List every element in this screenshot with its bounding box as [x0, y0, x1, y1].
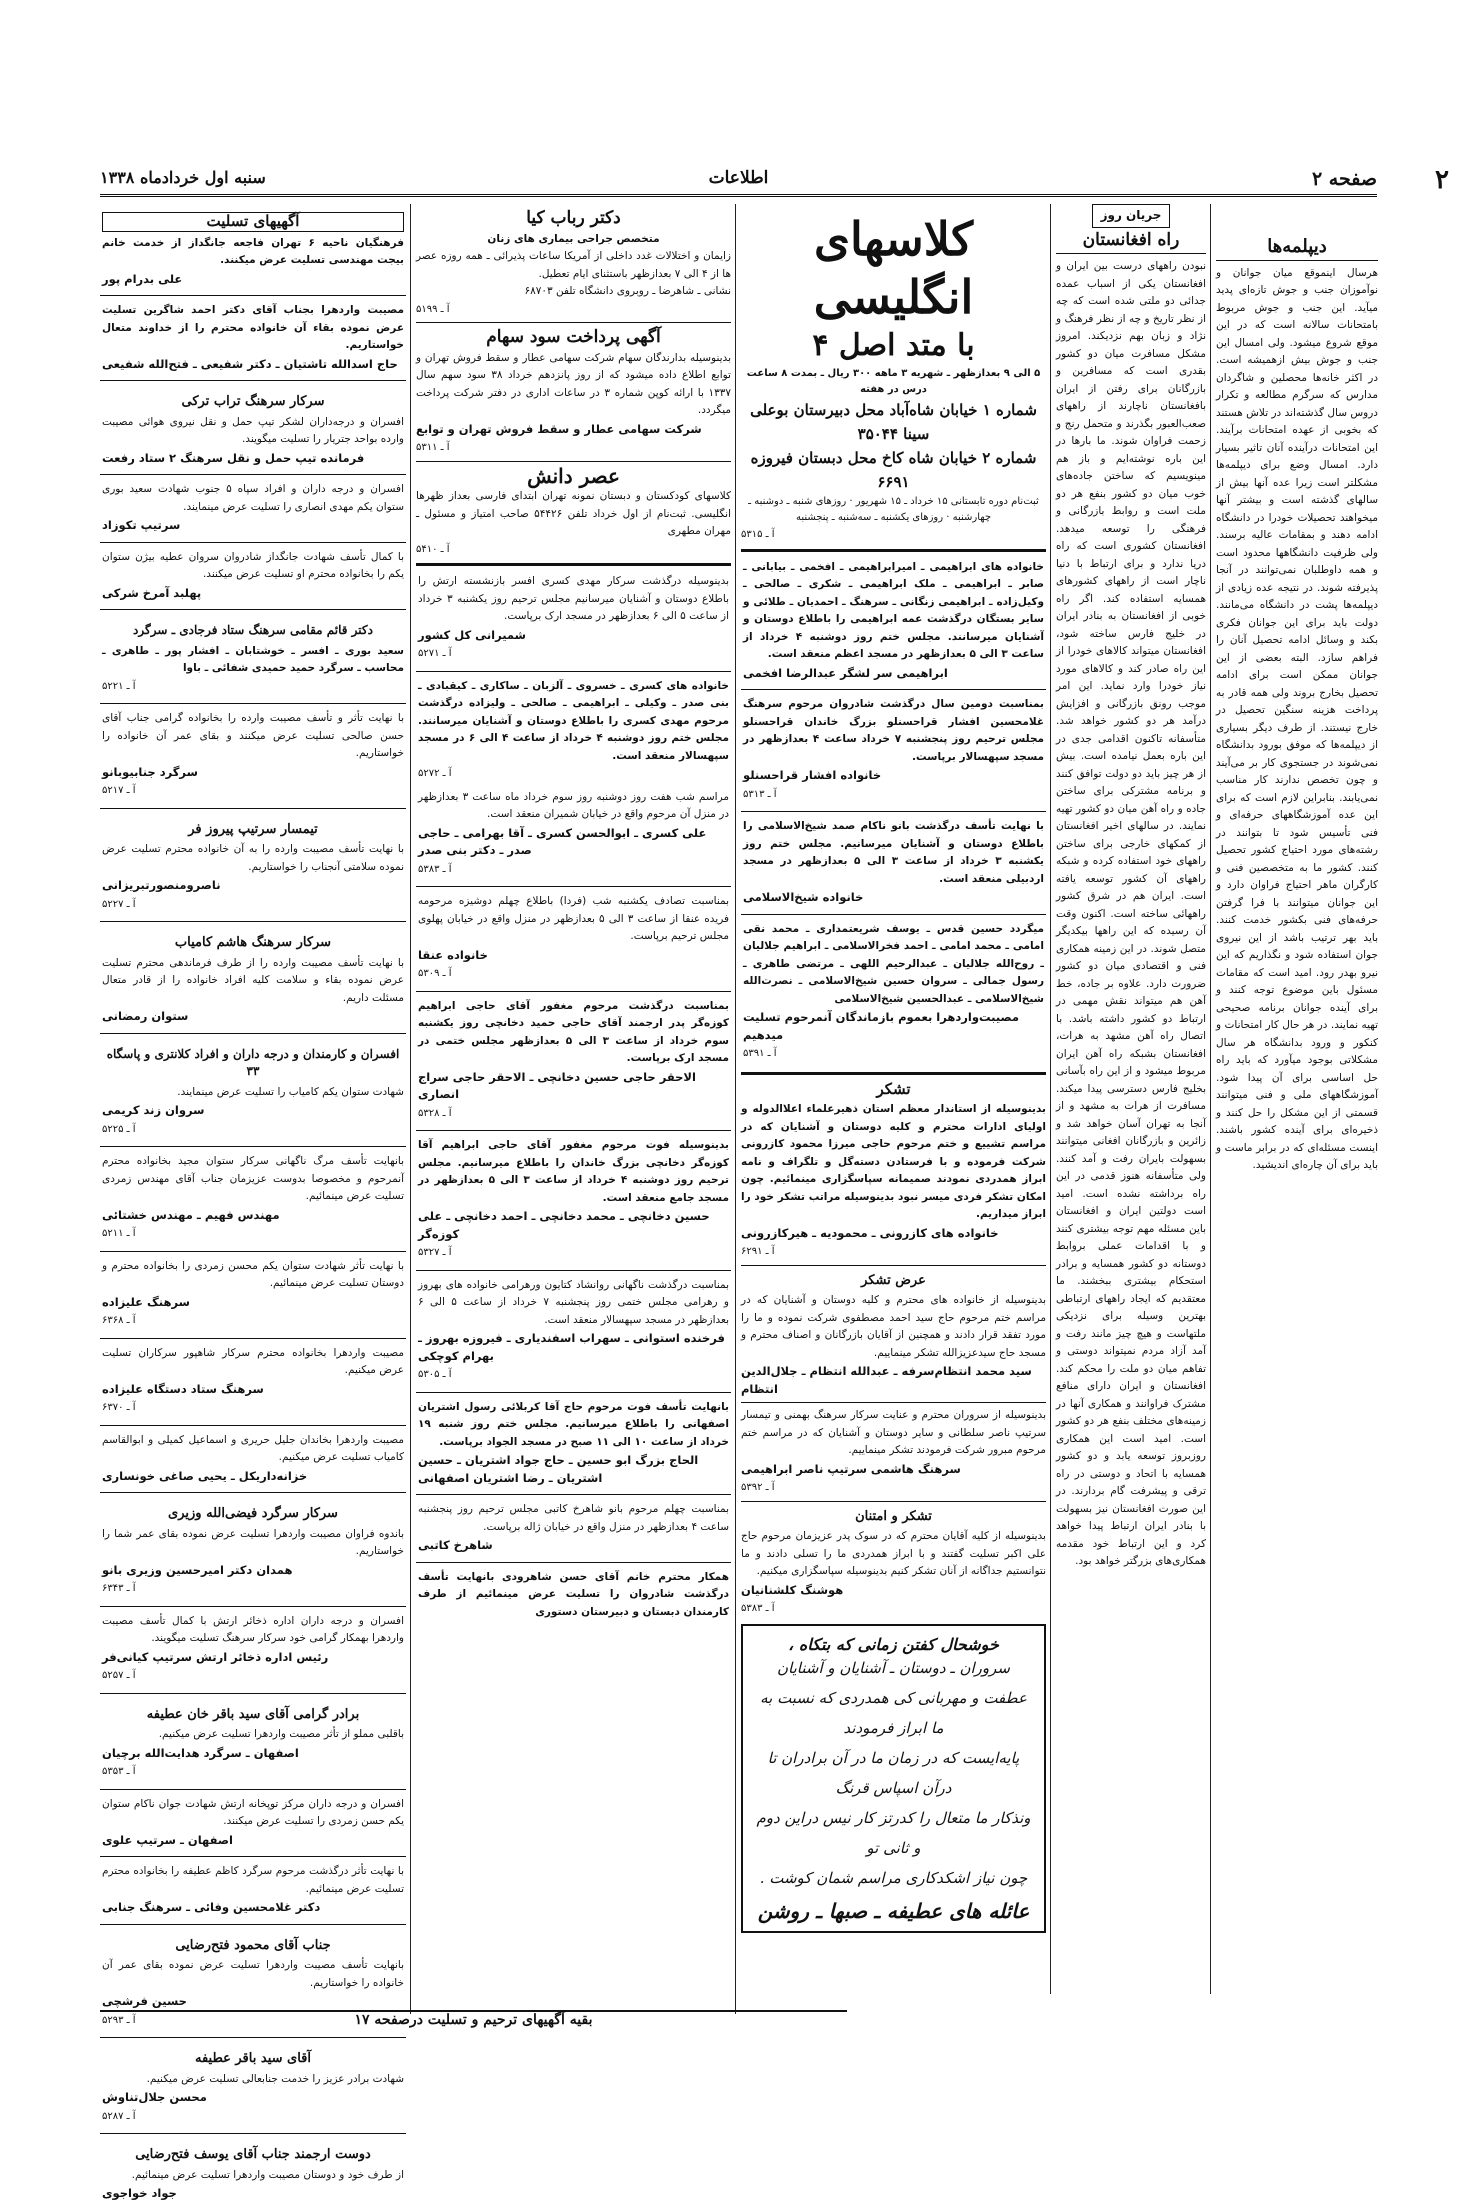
- notice-text: بمناسبت درگذشت مرحوم مغفور آقای حاجی ابراهیم کوزه‌گر پدر ارجمند آقای حاجی حمید دخانچی روز یکشنبه سوم خرداد از ساعت ۳ الی ۵ بعدازظهر مجلس ختمی در مسجد ارک برپاست.: [418, 999, 730, 1064]
- notice-text: افسران و درجه داران و افراد سپاه ۵ جنوب شهادت سعید بوری ستوان یکم مهدی انصاری را تسلیت عرض مینمایند.: [102, 483, 404, 513]
- notice-code: آ ـ ۵۲۲۵: [102, 1123, 136, 1135]
- divider: [416, 1130, 731, 1131]
- notice: [100, 1038, 406, 1143]
- divider: [416, 461, 731, 462]
- divider: [100, 1492, 406, 1493]
- card-line: عطفت و مهربانی کی همدردی که نسبت به ما ابراز فرمودند: [760, 1689, 1027, 1737]
- notice: [100, 1698, 406, 1785]
- notice-title: جناب آقای محمود فتح‌رضایی: [175, 1937, 331, 1953]
- header-rule: [100, 194, 1377, 197]
- notice-text: بمناسبت درگذشت ناگهانی روانشاد کتایون ورهرامی خانواده های بهروز و رهرامی مجلس ختمی روز پنجشنبه ۷ خرداد از ساعت ۵ الی ۶ بعدازظهر در مسجد سپهسالار منعقد است.: [418, 1278, 730, 1326]
- notice-code: آ ـ ۵۲۹۳: [102, 2014, 136, 2026]
- divider: [100, 2037, 406, 2038]
- card-line: سروران ـ دوستان ـ آشنایان و آشنایان: [777, 1659, 1010, 1677]
- editorial-text: هرسال اینموقع میان جوانان و نوآموزان جنب و جوش تازه‌ای پدید میآید. این جنب و جوش مربوط بامتحانات سالانه است که در این موقع شروع میشود. ولی امسال این جنب و جوش بیش ازهمیشه است. در اکثر خانه‌ها محصلین و شاگردان مدارس که سرگرم مطالعه و تکرار دروس سال گذشته‌اند در تلاش هستند که بخوبی از عهده امتحانات برآیند. این امتحانات درآینده آنان تاثیر بسیار دارد. امسال وضع برای دیپلمه‌ها مشکلتر است زیرا عده آنها بیش از سالهای گذشته است و بیشتر آنها میخواهند تحصیلات خودرا در دانشگاه ادامه دهند و بمقامات عالیه برسند. ولی ظرفیت دانشگاهها محدود است و همه داوطلبان نمی‌توانند در آنجا پذیرفته شوند. در نتیجه عده زیادی از دیپلمه‌ها پشت در دانشگاه می‌مانند. دولت باید برای این جوانان فکری بکند و وسائل ادامه تحصیل آنان را فراهم سازد. البته بعضی از این جوانان ممکن است برای ادامه تحصیل بخارج بروند ولی همه قادر به پرداخت هزینه سنگین تحصیل در خارج نیستند. از طرف دیگر بسیاری از دیپلمه‌ها که موفق بورود بدانشگاه نمی‌شوند در جستجوی کار بر می‌آیند و چون تخصص ندارند کار مناسب نمی‌یابند. بنابراین لازم است که برای این عده آموزشگاههای حرفه‌ای و فنی تأسیس شود تا بتوانند در رشته‌های مورد احتیاج کشور تحصیل کنند. کشور ما به متخصصین فنی و کارگران ماهر احتیاج فراوان دارد و این جوانان میتوانند با فرا گرفتن حرفه‌های فنی بکشور خدمت کنند. باید بهر ترتیب باشد از این نیروی جوان استفاده شود و نگذاریم که این نیرو بهدر رود. امید است که مقامات مسئول باین موضوع توجه کنند و برای آینده جوانان برنامه صحیحی تهیه نمایند. در هر حال کار امتحانات و کنکور و ورود بدانشگاه هر سال مشکلاتی بوجود میآورد که باید راه حل اساسی برای آن پیدا شود. آموزشگاههای ملی و فنی میتوانند قسمتی از این مشکل را حل کنند و ذخیره‌ای برای آینده کشور باشند. اینست مسئله‌ای که در برابر ماست و باید برای آن چاره‌ای اندیشید.: [1216, 266, 1378, 1171]
- thanks-signature: خانواده های کازرونی ـ محمودیه ـ هیرکازرونی: [741, 1225, 999, 1240]
- notice-text: با نهایت تأثر شهادت ستوان یکم محسن زمردی را بخانواده محترم و دوستان تسلیت عرض مینمائیم.: [102, 1259, 404, 1289]
- notice: [100, 708, 406, 804]
- dividend-code: آ ـ ۵۳۱۱: [416, 442, 450, 453]
- notice-code: آ ـ ۵۳۲۷: [418, 1247, 452, 1258]
- notice: [416, 891, 731, 987]
- notice-text: مصیبت واردهرا بخانواده محترم سرکار شاهپور سرکاران تسلیت عرض میکنیم.: [102, 1346, 404, 1376]
- thanks-code: آ ـ ۶۲۹۱: [741, 1246, 775, 1257]
- notice-text: مصیبت واردهرا بخاندان جلیل حریری و اسماعیل کمیلی و ابوالقاسم کامیاب تسلیت عرض میکنیم.: [102, 1433, 404, 1463]
- notice-title: سرکار سرهنگ تراب ترکی: [181, 394, 325, 409]
- notice: [100, 1256, 406, 1334]
- notice-signature: الاحقر حاجی حسین دخانچی ـ الاحقر حاجی سراج انصاری: [418, 1069, 696, 1101]
- ad-branch-1: شماره ۱ خیابان شاه‌آباد محل دبیرستان بوعلی سینا ۳۵۰۴۴: [750, 401, 1037, 443]
- notice-code: آ ـ ۶۳۷۰: [102, 1402, 136, 1413]
- notice-signature: مصیبت‌واردهرا بعموم بازماندگان آنمرحوم تسلیت میدهیم: [743, 1010, 1019, 1042]
- notice-signature: حسین دخانچی ـ محمد دخانچی ـ احمد دخانچی ـ علی کوزه‌گر: [418, 1209, 710, 1241]
- notice-text: با نهایت تأثر درگذشت مرحوم سرگرد کاظم عطیفه را بخانواده محترم تسلیت عرض مینمائیم.: [102, 1865, 404, 1895]
- notice: [416, 1397, 731, 1491]
- notice-title: آگهیهای تسلیت: [102, 212, 404, 232]
- notice-signature: جواد خواجوی: [102, 2186, 177, 2200]
- thanks-text: بدینوسیله از استاندار معظم استان ذهیرعلماء اعلاالدوله و اولیای ادارات محترم و کلیه دوستان و آشنایان که در مراسم تشییع و ختم مرحوم حاجی میرزا محمود کازرونی شرکت فرموده و با فرستادن دسته‌گل و تلگراف و نامه ابراز همدردی نمودند صمیمانه سپاسگزاری مینمائیم. چون امکان تشکر فردی میسر نبود بدینوسیله مراتب تشکر خود را ابراز میداریم.: [741, 1103, 1046, 1220]
- divider: [100, 1789, 406, 1790]
- divider: [100, 1606, 406, 1607]
- notice-code: آ ـ ۵۲۷۲: [418, 768, 452, 779]
- notice-text: افسران و درجه داران مرکز توپخانه ارتش شهادت جوان ناکام ستوان یکم حسن زمردی را تسلیت عرض میکنند.: [102, 1797, 404, 1827]
- notice-text: فرهنگیان ناحیه ۶ تهران فاجعه جانگداز از خدمت خانم بیجت مهندسی تسلیت عرض میکنند.: [102, 236, 404, 266]
- dividend-title: آگهی پرداخت سود سهام: [486, 327, 661, 347]
- notice-text: بمناسبت تصادف یکشنبه شب (فردا) باطلاع چهلم دوشیزه مرحومه فریده عنقا از ساعت ۳ الی ۵ بعدازظهر در منزل واقع در خیابان پهلوی مجلس ترحیم برپاست.: [418, 895, 730, 942]
- article-title: راه افغانستان: [1056, 232, 1206, 255]
- editorial-title: دیپلمه‌ها: [1216, 238, 1378, 261]
- column-divider: [735, 204, 736, 2014]
- notice: [416, 676, 731, 787]
- issue-date: سنبه اول خردادماه ۱۳۳۸: [100, 168, 266, 187]
- school-text: کلاسهای کودکستان و دبستان نمونه تهران ابتدای فارسی بعداز ظهرها انگلیسی. ثبت‌نام از اول خرداد تلفن ۵۴۴۲۶ صاحب امتیاز و مسئول ـ مهران مطهری: [416, 490, 731, 537]
- notice-title: دکتر قائم مقامی سرهنگ ستاد فرجادی ـ سرگرد: [133, 623, 373, 637]
- divider: [100, 295, 406, 296]
- dividend-signature: شرکت سهامی عطار و سقط فروش تهران و توابع: [416, 421, 702, 436]
- dividend-text: بدینوسیله بدارندگان سهام شرکت سهامی عطار و سقط فروش تهران و توابع اطلاع داده میشود که از روز پانزدهم خرداد ۳۸ سود سهم سال ۱۳۳۷ با ارائه کوپن شماره ۳ در ساعات اداری در دفتر شرکت پرداخت میگردد.: [416, 351, 732, 416]
- notice-signature: حسین فرشچی: [102, 1994, 187, 2008]
- divider: [416, 1392, 731, 1393]
- column-divider: [1050, 204, 1051, 1994]
- notice-text: همکار محترم خانم آقای حسن شاهرودی بانهایت تأسف درگذشت شادروان را تسلیت عرض مینمائیم از طرف کارمندان دبستان و دبیرستان دستوری: [418, 1570, 729, 1618]
- notice: [741, 557, 1046, 686]
- page-corner-mark: ۲: [1435, 165, 1449, 195]
- notice: [100, 547, 406, 606]
- divider: [741, 1501, 1046, 1502]
- notice-title: تیمسار سرتیپ پیروز فر: [188, 821, 318, 837]
- notice-text: بمناسبت دومین سال درگذشت شادروان مرحوم سرهنگ غلامحسین افشار قراحسنلو بزرگ خاندان قراحسنلو مجلس ترحیم روز پنجشنبه ۷ خرداد ساعت ۴ بعدازظهر در مسجد سپهسالار برپاست.: [743, 698, 1045, 763]
- notice-signature: مهندس فهیم ـ مهندس خشتائی: [102, 1207, 280, 1222]
- notice-text: مراسم شب هفت روز دوشنبه روز سوم خرداد ماه ساعت ۳ بعدازظهر در منزل آن مرحوم واقع در خیابان شمیران منعقد است.: [418, 790, 729, 820]
- school-title: عصر دانش: [527, 463, 620, 488]
- notice-text: با نهایت تأسف مصیبت وارده را از طرف فرماندهی محترم تسلیت عرض نموده بقاء و سلامت کلیه افراد خانواده را از قادر متعال مسئلت داریم.: [102, 956, 404, 1004]
- card-line: پایه‌ایست که در زمان ما در آن برادران تا درآن اسپاس قرنگ: [767, 1749, 1020, 1797]
- divider: [416, 886, 731, 887]
- notice-signature: سروان زند کریمی: [102, 1103, 205, 1117]
- thanks3-code: آ ـ ۵۳۹۲: [741, 1482, 775, 1493]
- notice-text: شهادت برادر عزیز را خدمت جنابعالی تسلیت عرض میکنیم.: [146, 2072, 404, 2085]
- notice-signature: خزانه‌داریکل ـ یحیی صاغی خونساری: [102, 1468, 308, 1483]
- notice: [100, 300, 406, 376]
- notice-code: آ ـ ۵۳۹۱: [743, 1048, 777, 1059]
- divider: [100, 808, 406, 809]
- column-tag: جریان روز: [1092, 204, 1171, 228]
- notice: [100, 1151, 406, 1247]
- notice-text: بدینوسیله فوت مرحوم مغفور آقای حاجی ابراهیم آقا کوزه‌گر دخانچی بزرگ خاندان را باطلاع میرسانیم. مجلس ترحیم روز دوشنبه ۴ خرداد از ساعت ۳ الی ۵ بعدازظهر در مسجد جامع منعقد است.: [418, 1139, 729, 1204]
- notice: [100, 2138, 406, 2206]
- notice-title: برادر گرامی آقای سید باقر خان عطیفه: [146, 1706, 360, 1722]
- doctor-name: دکتر رباب کیا: [526, 208, 621, 228]
- notice: [100, 1861, 406, 1920]
- notice: [416, 787, 731, 883]
- notice: [416, 996, 731, 1127]
- divider: [416, 1270, 731, 1271]
- notice-code: آ ـ ۵۳۰۵: [418, 1369, 452, 1380]
- notice-signature: سرهنگ ستاد دستگاه علیزاده: [102, 1381, 264, 1396]
- thanks4-text: بدینوسیله از کلیه آقایان محترم که در سوک پدر عزیزمان مرحوم حاج علی اکبر تسلیت گفتند و با ابراز همدردی ما را تسلی دادند و ما نتوانستیم جداگانه از آنان تشکر کنیم بدینوسیله سپاسگزاری میکنیم.: [741, 1530, 1046, 1577]
- notice: [416, 1275, 731, 1388]
- divider: [741, 1402, 1046, 1403]
- doctor-text: زایمان و اختلالات غدد داخلی از آمریکا ساعات پذیرائی ـ همه روزه عصر ها از ۴ الی ۷ بعدازظهر باستثنای ایام تعطیل.: [416, 250, 731, 280]
- notice-text: بانهایت تأسف فوت مرحوم حاج آقا کربلائی رسول اشتریان اصفهانی را باطلاع میرسانیم. مجلس ختم روز شنبه ۱۹ خرداد از ساعت ۱۰ الی ۱۱ صبح در مسجد الجواد برپاست.: [418, 1400, 729, 1448]
- notice-code: آ ـ ۵۳۸۳: [418, 863, 452, 875]
- notice-text: با نهایت تأسف مصیبت وارده را به آن خانواده محترم تسلیت عرض نموده سلامتی آنجناب را خواستاریم.: [102, 843, 404, 873]
- current-affairs-column: [1056, 204, 1206, 1994]
- notice-signature: سرگرد جنابیوبانو: [102, 764, 198, 779]
- notice-signature: خانواده افشار قراحسنلو: [743, 768, 882, 782]
- notice-code: آ ـ ۵۳۵۳: [102, 1766, 136, 1777]
- divider: [100, 921, 406, 922]
- notice-title: دوست ارجمند جناب آقای یوسف فتح‌رضایی: [135, 2147, 371, 2162]
- notice-signature: فرمانده تیپ حمل و نقل سرهنگ ۲ ستاد رفعت: [102, 450, 365, 465]
- divider: [100, 380, 406, 381]
- page-header: [100, 168, 1377, 190]
- notice-code: آ ـ ۵۲۸۷: [102, 2110, 136, 2122]
- divider: [416, 1562, 731, 1563]
- handwritten-thanks-card: [741, 1624, 1046, 1933]
- notice: [416, 1567, 731, 1624]
- notice-code: آ ـ ۵۳۱۳: [743, 788, 777, 800]
- divider: [100, 1924, 406, 1925]
- notice-code: آ ـ ۵۲۷۱: [418, 648, 452, 659]
- divider: [100, 1856, 406, 1857]
- notice-signature: همدان دکتر امیرحسین وزیری بانو: [102, 1562, 293, 1577]
- notice-text: بدینوسیله درگذشت سرکار مهدی کسری افسر بازنشسته ارتش را باطلاع دوستان و آشنایان میرسانیم مجلس ترحیم روز یکشنبه ۳ خرداد از ساعت ۵ الی ۶ بعدازظهر در مسجد ارک برپاست.: [418, 575, 729, 622]
- notice-text: با نهایت تأثر و تأسف مصیبت وارده را بخانواده گرامی جناب آقای حسن صالحی تسلیت عرض میکنند و بقای عمر آن خانواده را خواستاریم.: [102, 712, 404, 759]
- notice-signature: علی کسری ـ ابوالحسن کسری ـ آقا بهرامی ـ حاجی صدر ـ دکتر بنی صدر: [418, 825, 707, 857]
- notice-code: آ ـ ۵۲۲۷: [102, 898, 136, 910]
- condolences-column: [100, 204, 406, 2200]
- notice-text: با نهایت تأسف درگذشت بانو ناکام صمد شیخ‌الاسلامی را باطلاع دوستان و آشنایان میرسانیم. مجلس ختم روز یکشنبه ۳ خرداد از ساعت ۳ الی ۵ بعدازظهر در مسجد اردبیلی منعقد است.: [743, 820, 1044, 885]
- divider: [416, 671, 731, 672]
- divider: [100, 1338, 406, 1339]
- notice: [741, 919, 1046, 1067]
- notice-text: مصیبت واردهرا بجناب آقای دکتر احمد شاگرین تسلیت عرض نموده بقاء آن خانواده محترم را از خداوند متعال خواستاریم.: [102, 304, 404, 351]
- notice-signature: اصفهان ـ سرگرد هدایت‌الله برچیان: [102, 1745, 299, 1760]
- divider: [100, 1033, 406, 1034]
- ad-subtitle: با متد اصل ۴: [812, 328, 975, 363]
- notice-signature: ابراهیمی سر لشگر عبدالرضا افخمی: [743, 665, 948, 680]
- editorial-column: [1216, 204, 1378, 1994]
- notice-text: باقلبی مملو از تأثر مصیبت واردهرا تسلیت عرض میکنیم.: [158, 1728, 404, 1740]
- notice-signature: حاج اسدالله تاشتیان ـ دکتر شفیعی ـ فتح‌الله شفیعی: [102, 356, 398, 371]
- divider: [416, 991, 731, 992]
- doctor-address: نشانی ـ شاهرضا ـ روبروی دانشگاه تلفن ۶۸۷۰۳: [524, 285, 731, 297]
- divider: [416, 563, 731, 566]
- notice-code: آ ـ ۶۳۴۳: [102, 1583, 136, 1594]
- notice: [100, 926, 406, 1029]
- notice-text: بانهایت تأسف مرگ ناگهانی سرکار ستوان مجید بخانواده محترم آنمرحوم و مخصوصا بدوست عزیزمان جناب آقای مهندس زمردی تسلیت عرض مینمائیم.: [102, 1155, 404, 1202]
- notice-signature: شاهرخ کاتبی: [418, 1538, 493, 1552]
- notice-text: بمناسبت چهلم مرحوم بانو شاهرخ کاتبی مجلس ترحیم روز پنجشنبه ساعت ۴ بعدازظهر در منزل واقع در خیابان ژاله برپاست.: [418, 1503, 729, 1533]
- notice-signature: علی بدرام پور: [102, 271, 183, 286]
- notice: [100, 479, 406, 538]
- notice: [741, 816, 1046, 910]
- notice-title: سرکار سرهنگ هاشم کامیاب: [174, 935, 332, 950]
- page-number: صفحه ۲: [1311, 168, 1377, 190]
- notice-signature: محسن جلال‌تناوش: [102, 2090, 207, 2104]
- notice-text: افسران و درجه‌داران لشکر تیپ حمل و نقل نیروی هوائی مصیبت وارده بواحد جتریار را تسلیت میگویند.: [102, 415, 404, 445]
- thanks-title: تشکر: [876, 1079, 911, 1098]
- divider: [100, 2133, 406, 2134]
- notice-title: سرکار سرگرد فیضی‌الله وزیری: [168, 1506, 338, 1521]
- notice-text: سعید بوری ـ افسر ـ خوشتابان ـ افشار پور ـ طاهری ـ محاسب ـ سرگرد حمید حمیدی شفائی ـ باوا: [102, 644, 404, 674]
- doctor-code: آ ـ ۵۱۹۹: [416, 303, 450, 315]
- notice-text: از طرف خود و دوستان مصیبت واردهرا تسلیت عرض مینمائیم.: [131, 2168, 404, 2181]
- article-text: نبودن راههای درست بین ایران و افغانستان یکی از اسباب عمده جدائی دو ملتی شده است که چه از نظر تاریخ و چه از نظر فرهنگ و نژاد و زبان بهم نزدیکند. امروز مشکل مسافرت میان دو کشور بقدری است که مسافرین و بازرگانان برای رفتن از ایران بافغانستان ناچارند از راههای صعب‌العبور بگذرند و متحمل رنج و زحمت فراوان شوند. ما بارها در این باره نوشته‌ایم و باز هم مینویسیم که ساختن جاده‌های خوب میان دو کشور بنفع هر دو ملت است و روابط بازرگانی و فرهنگی را توسعه میدهد. افغانستان کشوری است که راه دریا ندارد و برای ارتباط با دنیا ناچار است از راههای کشورهای همسایه استفاده کند. اگر راه خوبی از افغانستان به بنادر ایران در خلیج فارس ساخته شود، افغانستان میتواند کالاهای خودرا از این راه صادر کند و کالاهای مورد نیاز خودرا وارد نماید. این امر موجب رونق بازرگانی و افزایش درآمد هر دو کشور خواهد شد. متأسفانه تاکنون اقدامی جدی در این باره بعمل نیامده است. بیش از هر چیز باید دو دولت توافق کنند و برنامه مشترکی برای ساختن جاده و راه آهن میان دو کشور تهیه نمایند. در سالهای اخیر افغانستان از کمکهای خارجی برای ساختن راههای خود استفاده کرده و شبکه راههای آن کشور توسعه یافته است. ایران هم در شرق کشور راههائی ساخته است. اکنون وقت آن رسیده که این راهها بیکدیگر متصل شوند. در این زمینه همکاری فنی و اقتصادی میان دو کشور ضرورت دارد. علاوه بر جاده، خط آهن هم میتواند نقش مهمی در ارتباط دو کشور داشته باشد. با اتصال راه آهن مشهد به هرات، افغانستان بشبکه راه آهن ایران مربوط میشود و از این راه بآسانی بخلیج فارس دسترسی پیدا میکند. مسافرت از هرات به مشهد و از آنجا به تهران آسان خواهد شد و زائرین و بازرگانان افغانی میتوانند بسهولت بایران رفت و آمد کنند. ولی متأسفانه هنوز قدمی در این راه برداشته نشده است. امید است دولتین ایران و افغانستان باین مسئله مهم توجه بیشتری کنند و با اقدامات عملی بروابط دوستانه دو کشور همسایه و برادر استحکام بیشتری ببخشند. ما معتقدیم که ایجاد راههای ارتباطی بهترین وسیله برای نزدیکی ملتهاست و هیچ چیز مانند رفت و آمد آزاد مردم نمیتواند دوستی و تفاهم میان دو ملت را محکم کند. افغانستان و ایران دارای منافع مشترک فراوانند و همکاری آنها در زمینه‌های مختلف بنفع هر دو کشور است. امید است این همکاری روزبروز توسعه یابد و دو کشور همسایه با اتحاد و دوستی در راه ترقی و پیشرفت گام بردارند. در این صورت افغانستان نیز بسهولت با بنادر ایران ارتباط پیدا خواهد کرد و این ارتباط خود مقدمه همکاری‌های بزرگتر خواهد بود.: [1056, 260, 1206, 1567]
- ad-info: ۵ الی ۹ بعدازظهر ـ شهریه ۳ ماهه ۳۰۰ ریال ـ بمدت ۸ ساعت درس در هفته: [746, 368, 1041, 395]
- notice: [416, 1499, 731, 1558]
- column-divider: [410, 204, 411, 2014]
- center-column: [741, 204, 1046, 2014]
- notice-signature: اصفهان ـ سرتیپ علوی: [102, 1832, 233, 1847]
- notice: [100, 614, 406, 699]
- card-heading: خوشحال کفتن زمانی که بتکاه ،: [788, 1634, 999, 1654]
- notice-code: آ ـ ۶۳۶۸: [102, 1315, 136, 1326]
- masthead: اطلاعات: [708, 168, 769, 188]
- notice-text: افسران و درجه داران اداره ذخائر ارتش با کمال تأسف مصیبت واردهرا بهمکار گرامی خود سرکار سرهنگ تسلیت میگویند.: [102, 1614, 404, 1644]
- notice-title: آقای سید باقر عطیفه: [194, 2051, 312, 2066]
- divider: [741, 914, 1046, 915]
- notice: [416, 571, 731, 667]
- notice: [741, 694, 1046, 807]
- notice-code: آ ـ ۵۳۰۹: [418, 968, 452, 979]
- divider: [100, 1146, 406, 1147]
- divider: [100, 474, 406, 475]
- card-line: چون نیاز اشکدکاری مراسم شمان کوشت .: [759, 1869, 1028, 1887]
- continued-footer: بقیه آگهیهای ترحیم و تسلیت درصفحه ۱۷: [100, 2010, 847, 2036]
- notice: [100, 1430, 406, 1489]
- divider: [416, 322, 731, 323]
- notice-code: آ ـ ۵۳۲۸: [418, 1107, 452, 1119]
- divider: [100, 703, 406, 704]
- divider: [741, 1265, 1046, 1266]
- notice: [100, 2042, 406, 2129]
- thanks4-signature: هوشنگ کلشنانیان: [741, 1582, 844, 1597]
- notice-signature: دکتر غلامحسین وفائی ـ سرهنگ جنابی: [102, 1900, 321, 1914]
- divider: [100, 1251, 406, 1252]
- ad-branch-2: شماره ۲ خیابان شاه کاخ محل دبستان فیروزه ۶۶۹۱: [750, 449, 1037, 491]
- divider: [741, 1072, 1046, 1075]
- divider: [741, 549, 1046, 552]
- notice-text: خانواده های کسری ـ خسروی ـ آلزبان ـ ساکاری ـ کیقبادی ـ بنی صدر ـ وکیلی ـ ابراهیمی ـ صالحی ـ ولیزاده درگذشت مرحوم مهدی کسری را باطلاع دوستان و آشنایان میرسانند. مجلس ختم روز دوشنبه ۴ خرداد از ساعت ۴ الی ۶ در مسجد سپهسالار منعقد است.: [418, 679, 729, 762]
- column-divider: [1210, 204, 1211, 1994]
- notice-signature: پهلبد آمرخ شرکی: [102, 585, 202, 600]
- thanks3-signature: سرهنگ هاشمی سرتیپ ناصر ابراهیمی: [741, 1461, 961, 1476]
- card-signature: عائله های عطیفه ـ صبها ـ روشن: [757, 1899, 1030, 1923]
- divider: [100, 609, 406, 610]
- thanks2-signature: سید محمد انتظام‌سرفه ـ عبدالله انتظام ـ جلال‌الدین انتظام: [741, 1364, 1032, 1396]
- notice-code: آ ـ ۵۲۲۱: [102, 680, 136, 692]
- ad-schedule: ثبت‌نام دوره تابستانی ۱۵ خرداد ـ ۱۵ شهریور · روزهای شنبه ـ دوشنبه ـ چهارشنبه · روزهای یکشنبه ـ سه‌شنبه ـ پنجشنبه: [748, 496, 1039, 523]
- notice: [100, 1794, 406, 1853]
- notice-title: افسران و کارمندان و درجه داران و افراد کلانتری و پاسگاه ۳۳: [106, 1046, 400, 1078]
- notice-signature: ستوان رمضانی: [102, 1009, 189, 1023]
- notice-signature: سرهنگ علیزاده: [102, 1294, 190, 1309]
- divider: [741, 811, 1046, 812]
- divider: [100, 1425, 406, 1426]
- divider: [100, 1693, 406, 1694]
- thanks2-title: عرض تشکر: [861, 1272, 926, 1288]
- ad-code: آ ـ ۵۳۱۵: [741, 529, 775, 540]
- divider: [741, 689, 1046, 690]
- ad-title: کلاسهای انگلیسی: [813, 212, 974, 324]
- notice: [100, 1497, 406, 1602]
- notice: [100, 1611, 406, 1689]
- notice-signature: فرخنده استوانی ـ سهراب اسفندیاری ـ فیروزه بهروز ـ بهرام کوچکی: [418, 1331, 725, 1363]
- doctor-specialty: متخصص جراحی بیماری های زنان: [487, 232, 660, 245]
- thanks4-title: تشکر و امتنان: [855, 1508, 932, 1524]
- notice: [100, 385, 406, 470]
- notice-signature: رئیس اداره ذخائر ارتش سرتیپ کیانی‌فر: [102, 1649, 329, 1664]
- thanks4-code: آ ـ ۵۳۸۳: [741, 1603, 775, 1614]
- notice-signature: خانواده عنقا: [418, 947, 488, 962]
- notice-code: آ ـ ۵۲۱۷: [102, 785, 136, 796]
- notice-signature: سرتیپ تکوزاد: [102, 518, 181, 532]
- divider: [100, 542, 406, 543]
- notice-code: آ ـ ۵۲۱۱: [102, 1228, 136, 1239]
- thanks3-text: بدینوسیله از سروران محترم و عنایت سرکار سرهنگ بهمنی و تیمسار سرتیپ ناصر سلطانی و سایر دوستان و آشنایان که در مراسم ختم مرحوم مبرور شرکت فرمودند تشکر مینماییم.: [741, 1409, 1046, 1456]
- notice-text: میگردد حسین قدس ـ یوسف شریعتمداری ـ محمد نقی امامی ـ محمد امامی ـ احمد فخرالاسلامی ـ ابراهیم جلالیان ـ روح‌الله جلالیان ـ عبدالرحیم اللهی ـ مرتضی طاهری ـ رسول جمالی ـ سروان حسین شیخ‌الاسلامی ـ نصرت‌الله شیخ‌الاسلامی ـ عبدالحسین شیخ‌الاسلامی: [743, 922, 1044, 1005]
- notice: [416, 1135, 731, 1266]
- notice-signature: شمیرانی کل کشور: [418, 627, 526, 642]
- notice-code: آ ـ ۵۲۵۷: [102, 1670, 136, 1681]
- notice-signature: الحاج بزرگ ابو حسین ـ حاج جواد اشتریان ـ حسین اشتریان ـ رضا اشتریان اصفهانی: [418, 1453, 699, 1485]
- notices-column-2: [416, 204, 731, 2014]
- notice-text: خانواده های ابراهیمی ـ امیرابراهیمی ـ افخمی ـ بیابانی ـ صابر ـ ابراهیمی ـ ملک ابراهیمی ـ شکری ـ صالحی ـ وکیل‌زاده ـ ابراهیمی زنگانی ـ سرهنگ ـ احمدیان ـ طلائی و سایر بستگان درگذشت عمه ابراهیمی را باطلاع دوستان و آشنایان میرسانند. مجلس ختم روز دوشنبه ۴ خرداد از ساعت ۳ الی ۵ بعدازظهر در مسجد اعظم منعقد است.: [743, 560, 1044, 660]
- divider: [416, 1494, 731, 1495]
- school-code: آ ـ ۵۴۱۰: [416, 543, 450, 555]
- notice-text: شهادت ستوان یکم کامیاب را تسلیت عرض مینمایند.: [177, 1085, 404, 1098]
- thanks2-text: بدینوسیله از خانواده های محترم و کلیه دوستان و آشنایان که در مراسم ختم مرحوم حاج سید احمد مصطفوی شرکت نموده و ما را مورد تفقد قرار دادند و همچنین از آقایان بازرگانان و اصناف محترم و مسجد حاج سیدعزیزالله تشکر مینماییم.: [741, 1294, 1046, 1359]
- notice-signature: ناصرومنصورتبریزانی: [102, 878, 221, 892]
- notice-text: بانهایت تأسف مصیبت واردهرا تسلیت عرض نموده بقای عمر آن خانواده را خواستاریم.: [102, 1959, 404, 1989]
- card-line: ونذکار ما متعال را کدرتز کار نیس دراین دوم و ثانی تو: [756, 1809, 1031, 1857]
- notice-text: باندوه فراوان مصیبت واردهرا تسلیت عرض نموده بقای عمر شما را خواستاریم.: [102, 1527, 404, 1557]
- notice: [100, 813, 406, 918]
- notice-signature: خانواده شیخ‌الاسلامی: [743, 890, 864, 904]
- notice: [100, 204, 406, 291]
- notice-text: با کمال تأسف شهادت جانگداز شادروان سروان عطیه بیژن ستوان یکم را بخانواده محترم او تسلیت عرض میکنند.: [102, 550, 404, 580]
- notice: [100, 1343, 406, 1421]
